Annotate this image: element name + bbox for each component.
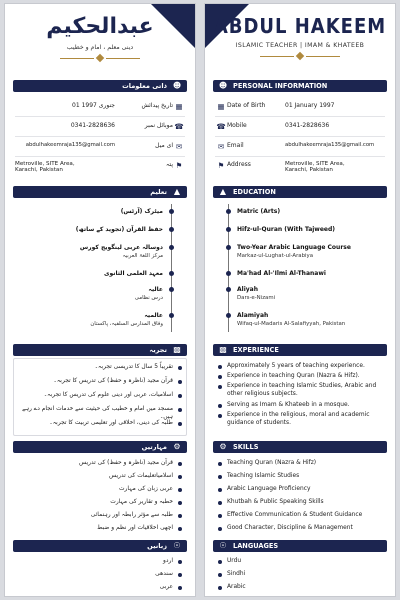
graduation-cap-icon: ▲ <box>173 187 181 196</box>
name-heading: ABDUL HAKEEM <box>213 14 387 38</box>
user-icon: ☻ <box>218 81 228 90</box>
email-icon: ✉ <box>217 142 225 151</box>
email-row: ✉ ای میل abdulhakeemraja135@gmail.com <box>15 142 185 151</box>
section-personal: ☻ PERSONAL INFORMATION <box>213 80 387 92</box>
section-skills: ⚙ مہارتیں <box>13 441 187 453</box>
skill-item: قرآن مجید (ناظرہ و حفظ) کی تدریس <box>13 460 173 468</box>
experience-item: اسلامیات، عربی اور دینی علوم کی تدریس کا تجربہ۔ <box>13 392 173 400</box>
email-row: ✉ Email abdulhakeemraja135@gmail.com <box>215 142 385 151</box>
section-education: ▲ تعلیم <box>13 186 187 198</box>
header <box>5 16 195 62</box>
skill-item: اچھی اخلاقیات اور نظم و ضبط <box>13 525 173 533</box>
education-item: Aliyah Dars-e-Nizami <box>237 286 275 301</box>
education-item: Ma'had Al-'Ilmi Al-Thanawi <box>237 270 326 277</box>
section-personal: ☻ ذاتی معلومات <box>13 80 187 92</box>
divider-ornament <box>260 52 340 60</box>
education-item: معہد العلمی الثانوی <box>104 270 163 277</box>
globe-icon: ☉ <box>219 541 227 550</box>
skill-item: عربی زبان کی مہارت <box>13 486 173 494</box>
urdu-resume-panel <box>4 3 196 597</box>
graduation-cap-icon: ▲ <box>219 187 227 196</box>
gear-icon: ⚙ <box>219 442 227 451</box>
briefcase-icon: ▩ <box>173 345 181 354</box>
education-item: دوسالہ عربی لینگویج کورس مرکز اللغۃ العربیہ <box>80 244 163 259</box>
dob-row: ▦ تاریخ پیدائش 01 جنوری 1997 <box>15 102 185 111</box>
skill-item: طلبہ سے مؤثر رابطہ اور رہنمائی <box>13 512 173 520</box>
calendar-icon: ▦ <box>175 102 183 111</box>
address-row: ⚑ Address Metroville, SITE Area, Karachi, Pakistan <box>215 161 385 173</box>
language-item: اردو <box>13 558 173 566</box>
language-item: Arabic <box>227 584 387 592</box>
skill-item: Effective Communication & Student Guidance <box>227 512 387 520</box>
address-row: ⚑ پتہ Metroville, SITE Area, Karachi, Pakistan <box>15 161 185 173</box>
experience-item: Experience in teaching Islamic Studies, Arabic and other religious subjects. <box>227 383 387 399</box>
education-item: Alamiyah Wifaq-ul-Madaris Al-Salafiyyah, Pakistan <box>237 312 345 327</box>
skill-item: Teaching Quran (Nazra & Hifz) <box>227 460 387 468</box>
name-heading: عبدالحکیم <box>46 14 154 39</box>
language-item: Urdu <box>227 558 387 566</box>
section-languages: ☉ زبانیں <box>13 540 187 552</box>
education-item: عالمیہ وفاق المدارس السلفیہ، پاکستان <box>90 312 163 327</box>
location-icon: ⚑ <box>217 161 225 170</box>
phone-icon: ☎ <box>216 122 226 131</box>
divider <box>15 156 185 157</box>
section-education: ▲ EDUCATION <box>213 186 387 198</box>
language-item: Sindhi <box>227 571 387 579</box>
experience-item: تقریباً 5 سال کا تدریسی تجربہ۔ <box>13 364 173 372</box>
section-experience: ▩ EXPERIENCE <box>213 344 387 356</box>
dob-row: ▦ Date of Birth 01 January 1997 <box>215 102 385 111</box>
experience-item: قرآن مجید (ناظرہ و حفظ) کی تدریس کا تجربہ۔ <box>13 378 173 386</box>
section-skills: ⚙ SKILLS <box>213 441 387 453</box>
divider <box>15 136 185 137</box>
education-item: Matric (Arts) <box>237 208 280 215</box>
experience-item: طلبہ کی دینی، اخلاقی اور تعلیمی تربیت کا تجربہ۔ <box>13 420 173 428</box>
location-icon: ⚑ <box>175 161 183 170</box>
globe-icon: ☉ <box>173 541 181 550</box>
mobile-row: ☎ Mobile 0341-2828636 <box>216 122 330 131</box>
experience-item: Serving as Imam & Khateeb in a mosque. <box>227 402 387 410</box>
section-experience: ▩ تجربہ <box>13 344 187 356</box>
user-icon: ☻ <box>172 81 182 90</box>
education-item: میٹرک (آرٹس) <box>121 208 163 215</box>
english-resume-panel <box>204 3 396 597</box>
language-item: سندھی <box>13 571 173 579</box>
education-item: حفظ القرآن (تجوید کے ساتھ) <box>76 226 163 233</box>
skill-item: Khutbah & Public Speaking Skills <box>227 499 387 507</box>
experience-item: Experience in teaching Quran (Nazra & Hifz). <box>227 373 387 381</box>
education-item: عالیہ درس نظامی <box>135 286 163 301</box>
skill-item: خطبہ و تقاریر کی مہارت <box>13 499 173 507</box>
phone-icon: ☎ <box>174 122 184 131</box>
education-item: Two-Year Arabic Language Course Markaz-ul-Lughat-ul-Arabiya <box>237 244 351 259</box>
header <box>205 16 395 60</box>
subtitle: ISLAMIC TEACHER | IMAM & KHATEEB <box>235 42 365 49</box>
calendar-icon: ▦ <box>217 102 225 111</box>
divider-ornament <box>60 54 140 62</box>
education-item: Hifz-ul-Quran (With Tajweed) <box>237 226 335 233</box>
language-item: عربی <box>13 584 173 592</box>
divider <box>215 156 385 157</box>
experience-item: Approximately 5 years of teaching experience. <box>227 363 387 371</box>
divider <box>15 116 185 117</box>
divider <box>215 136 385 137</box>
skill-item: Good Character, Discipline & Management <box>227 525 387 533</box>
section-languages: ☉ LANGUAGES <box>213 540 387 552</box>
divider <box>215 116 385 117</box>
gear-icon: ⚙ <box>173 442 181 451</box>
skill-item: اسلامیاتعلیمات کی تدریس <box>13 473 173 481</box>
experience-item: مسجد میں امام و خطیب کی حیثیت سے خدمات انجام دے رہے ہیں۔ <box>13 406 173 422</box>
subtitle: دینی معلم ، امام و خطیب <box>66 44 134 51</box>
mobile-row: ☎ موبائل نمبر 0341-2828636 <box>70 122 184 131</box>
skill-item: Teaching Islamic Studies <box>227 473 387 481</box>
briefcase-icon: ▩ <box>219 345 227 354</box>
experience-item: Experience in the religious, moral and academic guidance of students. <box>227 412 387 428</box>
email-icon: ✉ <box>175 142 183 151</box>
skill-item: Arabic Language Proficiency <box>227 486 387 494</box>
